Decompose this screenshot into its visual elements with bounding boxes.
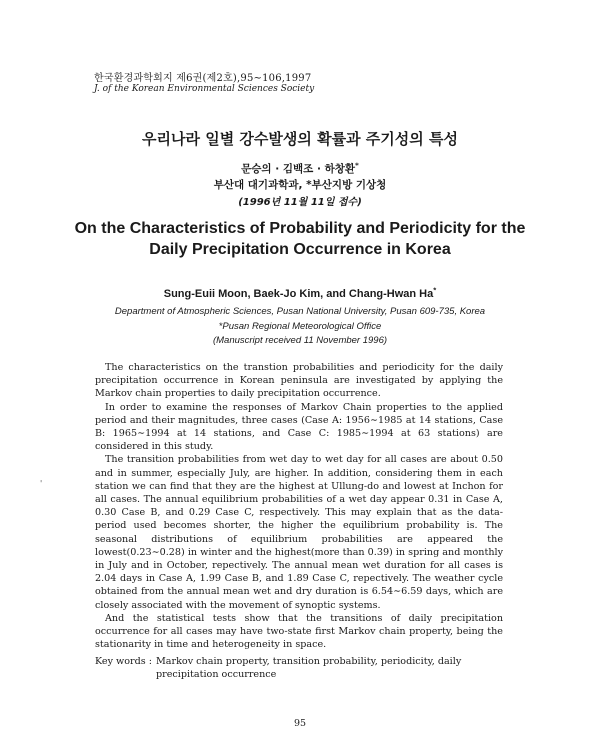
margin-mark: ' xyxy=(40,479,43,488)
journal-header-korean: 한국환경과학회지 제6권(제2호),95∼106,1997 xyxy=(94,73,312,84)
abstract-paragraph-4: And the statistical tests show that the transitions of daily precipitation occurrence for all cases may have two-state first Markov chain property, being the stationarity in time and heterogeneity in space. xyxy=(95,612,503,651)
abstract xyxy=(95,361,503,651)
english-title: On the Characteristics of Probability and Periodicity for the Daily Precipitation Occurrence in Korea xyxy=(74,220,526,258)
korean-authors-text: 문승의 · 김백조 · 하창환 xyxy=(241,163,356,175)
keywords xyxy=(95,655,507,681)
keywords-label: Key words : xyxy=(95,656,152,667)
abstract-paragraph-3: The transition probabilities from wet day to wet day for all cases are about 0.50 and in summer, especially July, are higher. In addition, considering them in each station we can find that they are the highest at Ullung-do and lowest at Inchon for all cases. The annual equilibrium probabilities of a wet day appear 0.31 in Case A, 0.30 Case B, and 0.29 Case C, respectively. This may explain that as the data-period used becomes shorter, the higher the equilibrium probability is. The seasonal distributions of equilibrium probabilities are appeared the lowest(0.23∼0.28) in winter and the highest(more than 0.39) in spring and monthly in July and in October, repectively. The annual mean wet duration for all cases is 2.04 days in Case A, 1.99 Case B, and 1.89 Case C, repectively. The weather cycle obtained from the annual mean wet and dry duration is 6.54∼6.59 days, which are closely associated with the movement of synoptic systems. xyxy=(95,454,503,611)
korean-affiliation: 부산대 대기과학과, *부산지방 기상청 xyxy=(213,179,387,191)
english-authors-mark: * xyxy=(433,285,437,295)
english-authors-text: Sung-Euii Moon, Baek-Jo Kim, and Chang-Hwan Ha xyxy=(163,288,434,300)
korean-authors xyxy=(0,161,600,176)
keywords-list: Markov chain property, transition probability, periodicity, daily precipitation occurrence xyxy=(155,656,462,681)
abstract-paragraph-1: The characteristics on the transtion probabilities and periodicity for the daily precipitation occurrence in Korean peninsula are investigated by applying the Markov chain properties to daily precipitation occurrence. xyxy=(95,362,503,400)
abstract-paragraph-2: In order to examine the responses of Markov Chain properties to the applied period and their magnitudes, three cases (Case A: 1956∼1985 at 14 stations, Case B: 1965∼1994 at 14 stations, and Case C: 1985∼1994 at 63 stations) are considered in this study. xyxy=(95,401,503,453)
korean-authors-mark: * xyxy=(355,160,359,170)
journal-header-english: J. of the Korean Environmental Sciences Society xyxy=(94,84,315,94)
english-received-date: (Manuscript received 11 November 1996) xyxy=(212,335,388,346)
english-department: Department of Atmospheric Sciences, Pusan National University, Pusan 609-735, Korea xyxy=(114,306,486,317)
page-number: 95 xyxy=(293,718,307,729)
korean-title: 우리나라 일별 강수발생의 확률과 주기성의 특성 xyxy=(142,130,458,148)
english-affiliation xyxy=(0,305,600,349)
english-authors xyxy=(0,285,600,300)
korean-received-date: (1996년 11월 11일 접수) xyxy=(238,197,362,208)
english-office: *Pusan Regional Meteorological Office xyxy=(218,320,382,332)
